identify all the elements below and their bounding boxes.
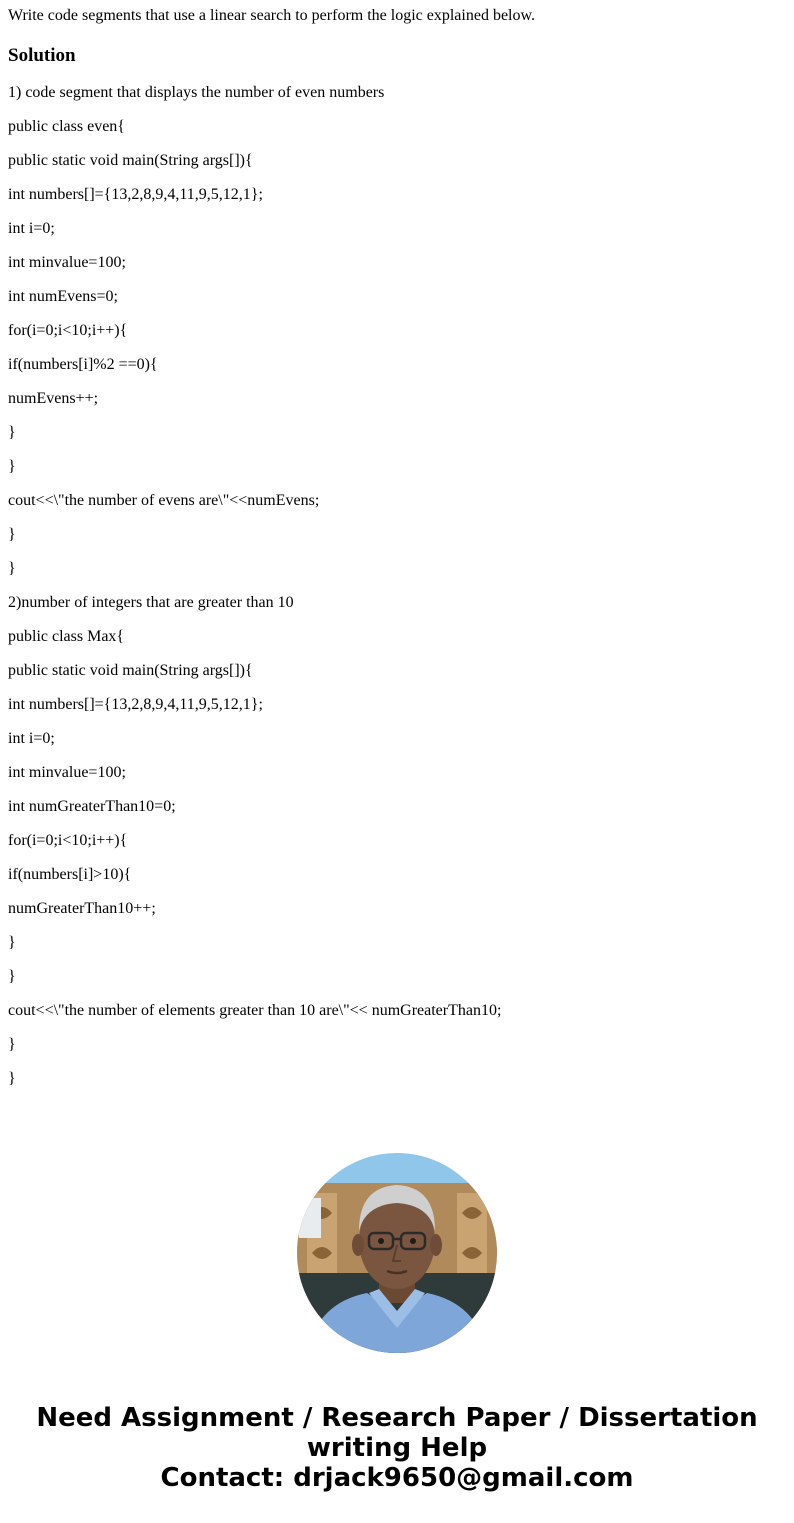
solution-heading: Solution	[8, 45, 76, 66]
code-line: }	[8, 934, 16, 951]
code-line: for(i=0;i<10;i++){	[8, 832, 128, 849]
code-line: public static void main(String args[]){	[8, 152, 253, 169]
code-line: int numbers[]={13,2,8,9,4,11,9,5,12,1};	[8, 186, 263, 203]
code-line: cout<<\"the number of evens are\"<<numEvens;	[8, 492, 320, 509]
code-line: }	[8, 526, 16, 543]
code-line: int minvalue=100;	[8, 764, 126, 781]
code-line: int i=0;	[8, 730, 55, 747]
code-line: int numEvens=0;	[8, 288, 118, 305]
code-line: }	[8, 560, 16, 577]
code-line: for(i=0;i<10;i++){	[8, 322, 128, 339]
code-line: if(numbers[i]>10){	[8, 866, 132, 883]
code-line: }	[8, 1036, 16, 1053]
code-line: }	[8, 968, 16, 985]
promo-line-2: writing Help	[306, 1433, 488, 1463]
code-line: int minvalue=100;	[8, 254, 126, 271]
promo-banner	[0, 1403, 794, 1493]
author-photo	[297, 1153, 497, 1353]
code-line: }	[8, 424, 16, 441]
question-text: Write code segments that use a linear search to perform the logic explained below.	[8, 7, 536, 24]
code-line: numEvens++;	[8, 390, 99, 407]
code-line: public static void main(String args[]){	[8, 662, 253, 679]
code-line: }	[8, 458, 16, 475]
code-line: int numbers[]={13,2,8,9,4,11,9,5,12,1};	[8, 696, 263, 713]
code-line: }	[8, 1070, 16, 1087]
code-line: int i=0;	[8, 220, 55, 237]
code-line: 1) code segment that displays the number of even numbers	[8, 84, 385, 101]
code-line: 2)number of integers that are greater than 10	[8, 594, 294, 611]
code-line: int numGreaterThan10=0;	[8, 798, 176, 815]
solution-code	[8, 84, 501, 1104]
code-line: public class even{	[8, 118, 125, 135]
code-line: numGreaterThan10++;	[8, 900, 156, 917]
code-line: cout<<\"the number of elements greater than 10 are\"<< numGreaterThan10;	[8, 1002, 502, 1019]
promo-line-1: Need Assignment / Research Paper / Dissertation	[36, 1403, 758, 1433]
code-line: public class Max{	[8, 628, 125, 645]
promo-contact: Contact: drjack9650@gmail.com	[160, 1463, 634, 1493]
code-line: if(numbers[i]%2 ==0){	[8, 356, 158, 373]
